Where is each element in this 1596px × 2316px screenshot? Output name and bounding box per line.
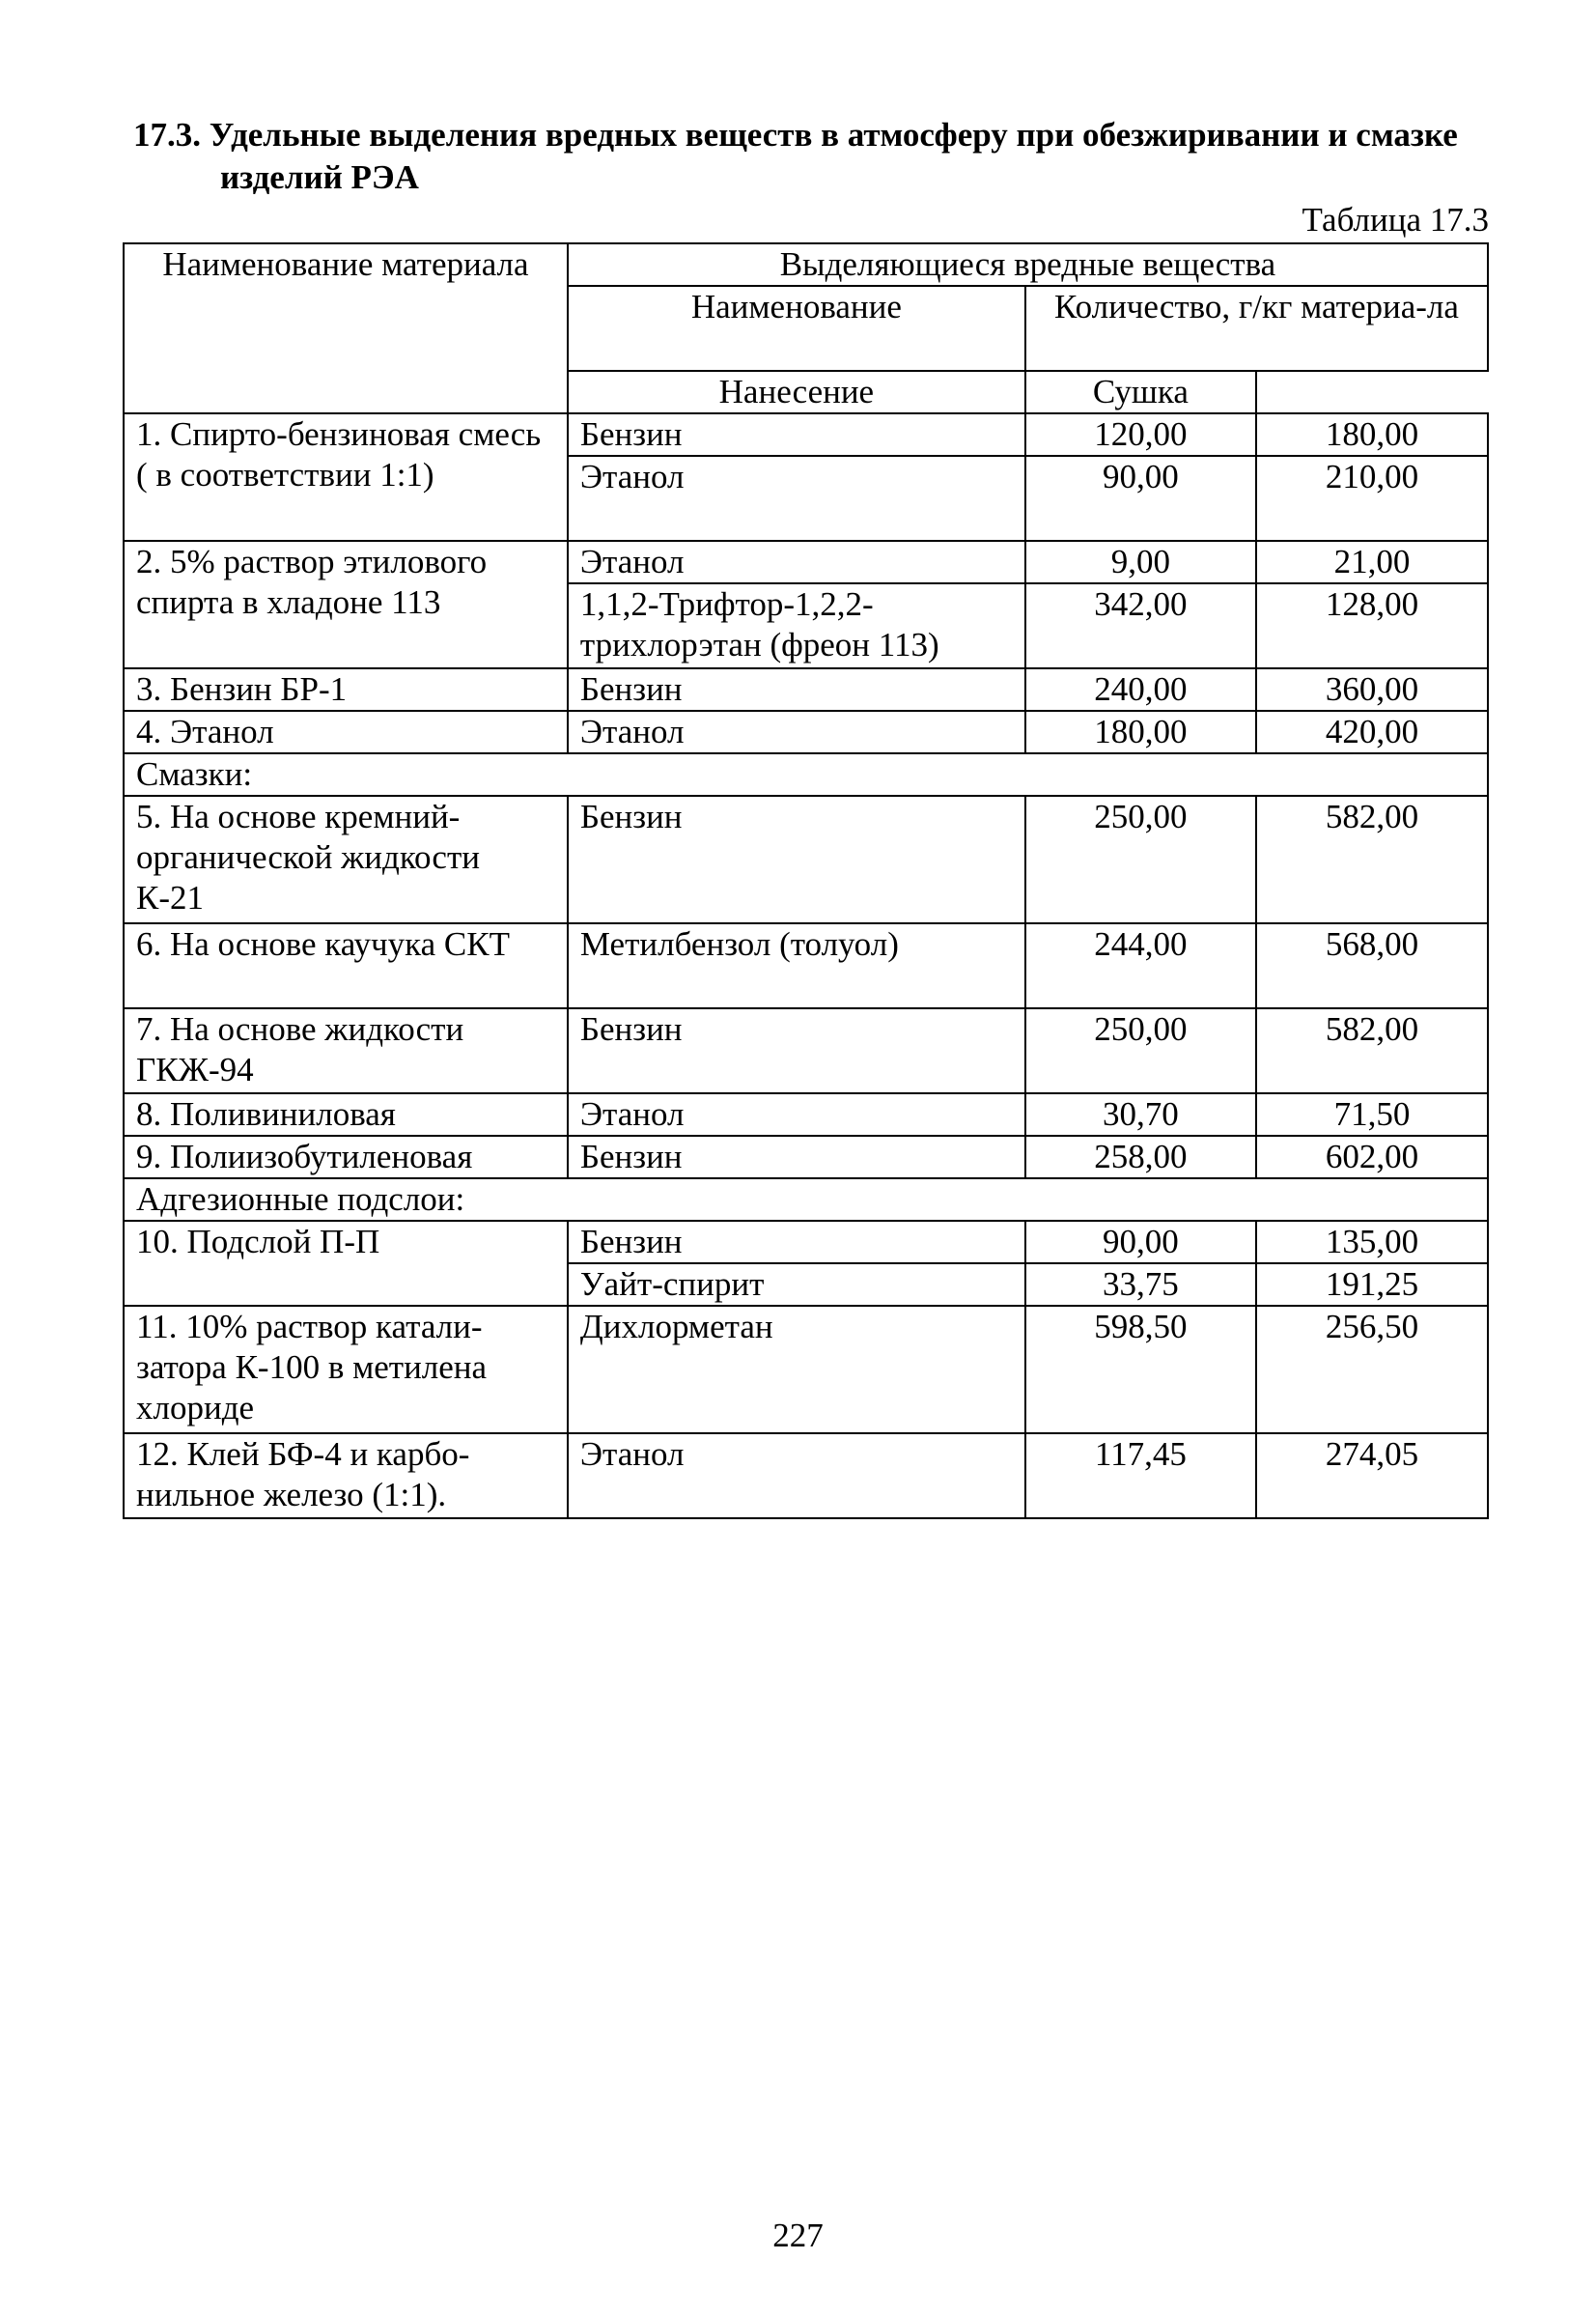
material-cell: 8. Поливиниловая — [124, 1093, 568, 1136]
group-label: Смазки: — [124, 753, 1488, 796]
application-value-cell: 180,00 — [1025, 711, 1256, 753]
drying-value-cell: 420,00 — [1256, 711, 1488, 753]
table-header — [124, 243, 1488, 413]
substance-name-cell: Бензин — [568, 796, 1025, 923]
application-value-cell: 244,00 — [1025, 923, 1256, 1008]
drying-value-cell: 582,00 — [1256, 1008, 1488, 1093]
substance-name-cell: Этанол — [568, 1433, 1025, 1518]
table-row — [124, 1306, 1488, 1433]
application-value-cell: 9,00 — [1025, 541, 1256, 583]
table-row — [124, 711, 1488, 753]
application-value-cell: 240,00 — [1025, 668, 1256, 711]
header-quantity: Количество, г/кг материа-ла — [1025, 286, 1488, 371]
drying-value-cell: 568,00 — [1256, 923, 1488, 1008]
drying-value-cell: 21,00 — [1256, 541, 1488, 583]
substance-name-cell: Этанол — [568, 1093, 1025, 1136]
application-value-cell: 598,50 — [1025, 1306, 1256, 1433]
table-row — [124, 668, 1488, 711]
substance-name-cell: 1,1,2-Трифтор-1,2,2-трихлорэтан (фреон 113) — [568, 583, 1025, 668]
material-cell: 1. Спирто-бензиновая смесь ( в соответствии 1:1) — [124, 413, 568, 541]
group-row — [124, 1178, 1488, 1221]
table-row — [124, 1136, 1488, 1178]
emissions-table — [123, 242, 1489, 1519]
header-application: Нанесение — [568, 371, 1025, 413]
substance-name-cell: Бензин — [568, 413, 1025, 456]
table-row — [124, 1433, 1488, 1518]
drying-value-cell: 256,50 — [1256, 1306, 1488, 1433]
table-row — [124, 923, 1488, 1008]
material-cell: 11. 10% раствор катали-затора К-100 в метилена хлориде — [124, 1306, 568, 1433]
material-cell: 2. 5% раствор этилового спирта в хладоне 113 — [124, 541, 568, 668]
page-number: 227 — [772, 2217, 824, 2254]
drying-value-cell: 180,00 — [1256, 413, 1488, 456]
material-cell: 9. Полиизобутиленовая — [124, 1136, 568, 1178]
table-row — [124, 413, 1488, 456]
table-row — [124, 1221, 1488, 1263]
drying-value-cell: 602,00 — [1256, 1136, 1488, 1178]
application-value-cell: 90,00 — [1025, 1221, 1256, 1263]
application-value-cell: 250,00 — [1025, 1008, 1256, 1093]
material-cell: 3. Бензин БР-1 — [124, 668, 568, 711]
application-value-cell: 33,75 — [1025, 1263, 1256, 1306]
header-row — [124, 243, 1488, 286]
table-body — [124, 413, 1488, 1518]
substance-name-cell: Этанол — [568, 456, 1025, 541]
application-value-cell: 258,00 — [1025, 1136, 1256, 1178]
table-caption: Таблица 17.3 — [1302, 201, 1489, 239]
header-name: Наименование — [568, 286, 1025, 371]
group-row — [124, 753, 1488, 796]
substance-name-cell: Бензин — [568, 1136, 1025, 1178]
drying-value-cell: 582,00 — [1256, 796, 1488, 923]
material-cell: 4. Этанол — [124, 711, 568, 753]
drying-value-cell: 128,00 — [1256, 583, 1488, 668]
material-cell: 5. На основе кремний-органической жидкости К-21 — [124, 796, 568, 923]
substance-name-cell: Бензин — [568, 668, 1025, 711]
drying-value-cell: 210,00 — [1256, 456, 1488, 541]
substance-name-cell: Бензин — [568, 1008, 1025, 1093]
application-value-cell: 90,00 — [1025, 456, 1256, 541]
drying-value-cell: 274,05 — [1256, 1433, 1488, 1518]
material-cell: 12. Клей БФ-4 и карбо-нильное железо (1:1). — [124, 1433, 568, 1518]
substance-name-cell: Метилбензол (толуол) — [568, 923, 1025, 1008]
table-row — [124, 1093, 1488, 1136]
material-cell: 6. На основе каучука СКТ — [124, 923, 568, 1008]
header-emitted: Выделяющиеся вредные вещества — [568, 243, 1488, 286]
application-value-cell: 120,00 — [1025, 413, 1256, 456]
table-row — [124, 796, 1488, 923]
drying-value-cell: 360,00 — [1256, 668, 1488, 711]
substance-name-cell: Этанол — [568, 711, 1025, 753]
application-value-cell: 250,00 — [1025, 796, 1256, 923]
substance-name-cell: Дихлорметан — [568, 1306, 1025, 1433]
group-label: Адгезионные подслои: — [124, 1178, 1488, 1221]
application-value-cell: 30,70 — [1025, 1093, 1256, 1136]
drying-value-cell: 71,50 — [1256, 1093, 1488, 1136]
header-drying: Сушка — [1025, 371, 1256, 413]
section-heading: 17.3. Удельные выделения вредных веществ в атмосферу при обезжиривании и смазке изделий РЭА — [133, 116, 1458, 196]
material-cell: 7. На основе жидкости ГКЖ-94 — [124, 1008, 568, 1093]
substance-name-cell: Бензин — [568, 1221, 1025, 1263]
material-cell: 10. Подслой П-П — [124, 1221, 568, 1306]
drying-value-cell: 135,00 — [1256, 1221, 1488, 1263]
drying-value-cell: 191,25 — [1256, 1263, 1488, 1306]
substance-name-cell: Этанол — [568, 541, 1025, 583]
application-value-cell: 342,00 — [1025, 583, 1256, 668]
table-row — [124, 1008, 1488, 1093]
header-material: Наименование материала — [124, 243, 568, 413]
application-value-cell: 117,45 — [1025, 1433, 1256, 1518]
table-row — [124, 541, 1488, 583]
substance-name-cell: Уайт-спирит — [568, 1263, 1025, 1306]
